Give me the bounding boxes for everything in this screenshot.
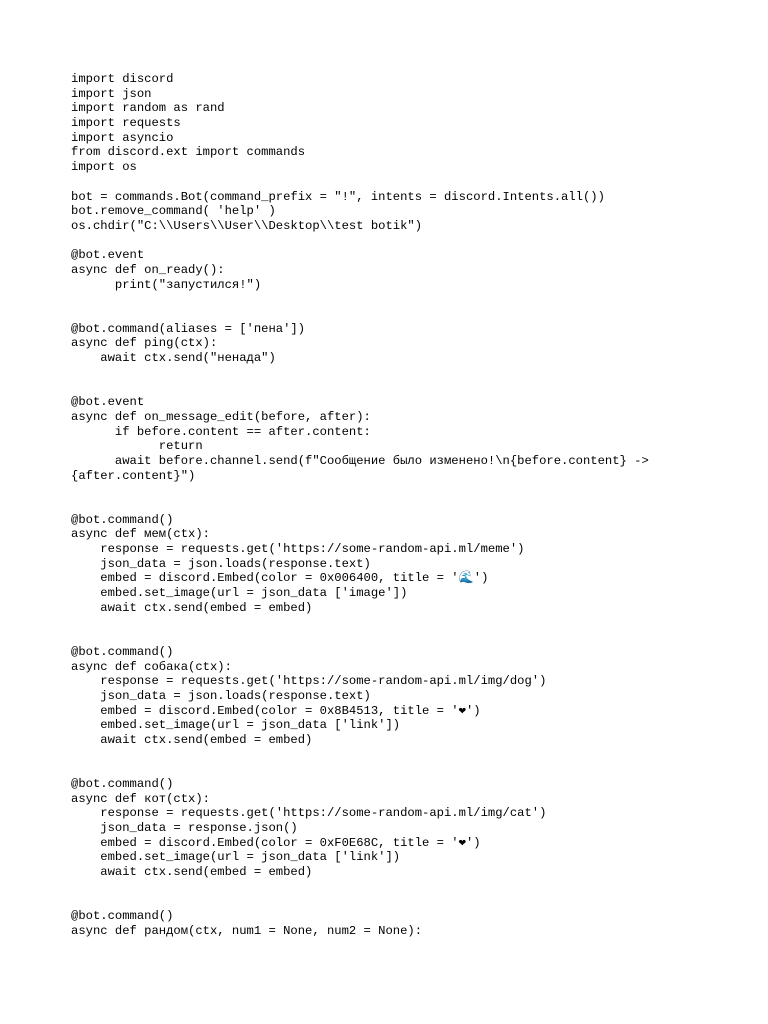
code-line: json_data = json.loads(response.text)	[71, 688, 371, 703]
code-line: bot.remove_command( 'help' )	[71, 204, 276, 219]
code-line: @bot.event	[71, 248, 145, 263]
code-line: @bot.command()	[71, 777, 174, 791]
code-line: async def кот(ctx):	[71, 791, 210, 806]
code-line	[71, 380, 649, 395]
code-line: json_data = json.loads(response.text)	[71, 556, 371, 571]
code-line	[71, 615, 649, 630]
code-line: print("запустился!")	[71, 277, 262, 292]
code-line: import requests	[71, 116, 181, 131]
code-line: await ctx.send(embed = embed)	[71, 865, 313, 880]
code-line	[71, 366, 649, 381]
code-line: embed = discord.Embed(color = 0x8B4513, title = '❤')	[71, 703, 481, 718]
code-line: embed.set_image(url = json_data ['link'])	[71, 850, 401, 865]
code-line: async def собака(ctx):	[71, 659, 232, 674]
code-line: import json	[71, 86, 152, 101]
code-line: @bot.command()	[71, 512, 174, 527]
code-line: @bot.command()	[71, 644, 174, 659]
code-line: await ctx.send("ненада")	[71, 351, 276, 366]
code-line: bot = commands.Bot(command_prefix = "!", intents = discord.Intents.all())	[71, 189, 605, 204]
code-line: os.chdir("C:\\Users\\User\\Desktop\\test botik")	[71, 218, 423, 233]
code-line: async def рандом(ctx, num1 = None, num2 = None):	[71, 923, 423, 938]
code-line	[71, 895, 649, 910]
code-line: import discord	[71, 72, 174, 86]
code-line: async def on_ready():	[71, 262, 225, 277]
code-block	[71, 72, 649, 939]
code-line: await ctx.send(embed = embed)	[71, 732, 313, 747]
code-line	[71, 630, 649, 645]
code-line: embed.set_image(url = json_data ['image'])	[71, 586, 408, 601]
code-line	[71, 483, 649, 498]
code-line: @bot.event	[71, 395, 145, 410]
code-line: response = requests.get('https://some-random-api.ml/img/dog')	[71, 674, 547, 689]
code-line	[71, 498, 649, 513]
code-line	[71, 748, 649, 763]
code-line: async def on_message_edit(before, after):	[71, 409, 371, 424]
code-line	[71, 292, 649, 307]
code-line: await before.channel.send(f"Сообщение было изменено!\n{before.content} ->	[71, 453, 649, 468]
code-line: embed.set_image(url = json_data ['link'])	[71, 718, 401, 733]
code-line: import random as rand	[71, 101, 225, 116]
code-line: async def ping(ctx):	[71, 336, 218, 351]
code-line: embed = discord.Embed(color = 0x006400, title = '🌊')	[71, 571, 489, 586]
code-line	[71, 880, 649, 895]
code-line: from discord.ext import commands	[71, 145, 306, 160]
code-line: import asyncio	[71, 130, 174, 145]
code-line: import os	[71, 160, 137, 175]
code-line: async def мем(ctx):	[71, 527, 210, 542]
code-line: embed = discord.Embed(color = 0xF0E68C, title = '❤')	[71, 835, 481, 850]
code-line	[71, 307, 649, 322]
code-line: if before.content == after.content:	[71, 424, 371, 439]
code-line	[71, 234, 649, 249]
code-line: response = requests.get('https://some-random-api.ml/meme')	[71, 542, 525, 556]
code-line	[71, 762, 649, 777]
code-line: {after.content}")	[71, 468, 196, 483]
code-line: @bot.command()	[71, 909, 174, 924]
code-line: json_data = response.json()	[71, 821, 298, 836]
code-line: response = requests.get('https://some-random-api.ml/img/cat')	[71, 806, 547, 821]
code-line: return	[71, 439, 203, 454]
code-line: @bot.command(aliases = ['пена'])	[71, 321, 306, 336]
code-line	[71, 175, 649, 190]
code-line: await ctx.send(embed = embed)	[71, 600, 313, 615]
